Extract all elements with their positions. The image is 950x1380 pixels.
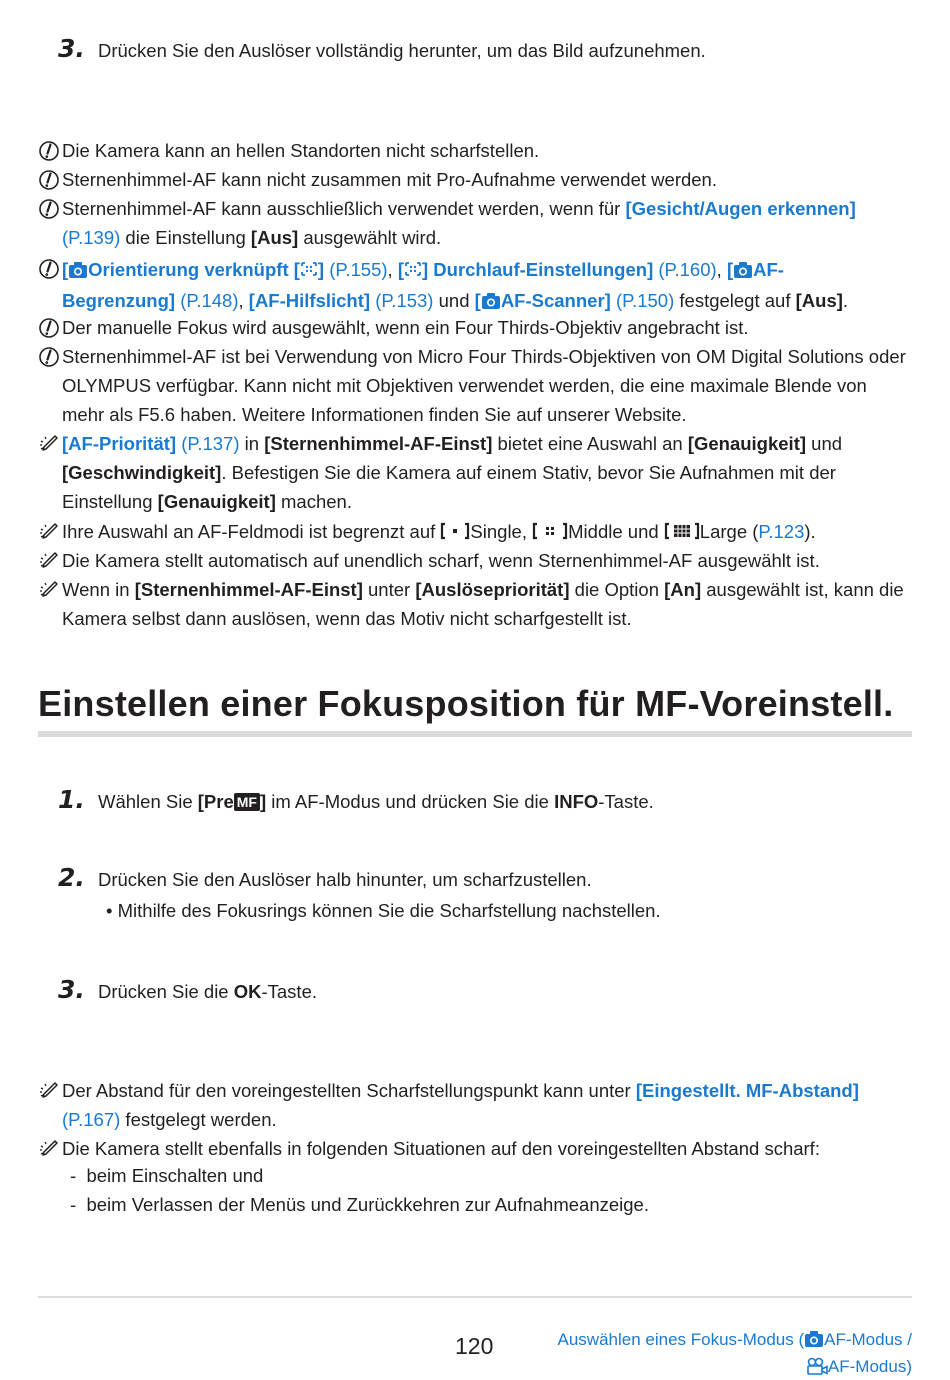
camera-icon	[804, 1330, 824, 1348]
tip-text: Die Kamera stellt ebenfalls in folgenden Situationen auf den voreingestellten Abstand scharf:	[62, 1138, 820, 1159]
text: ).	[804, 521, 816, 542]
tip-pencil-icon	[38, 1138, 60, 1160]
text: die Einstellung	[120, 227, 251, 248]
tip-pencil-icon	[38, 579, 60, 601]
text: AF-	[753, 259, 784, 280]
tip-text	[38, 1076, 913, 1134]
step-3	[58, 975, 317, 1004]
camera-icon	[733, 261, 753, 279]
text: [	[397, 259, 404, 280]
button-name: INFO	[554, 791, 599, 812]
text: Auswählen eines Fokus-Modus (	[557, 1330, 805, 1349]
tip-pencil-icon	[38, 1080, 60, 1102]
tip-note	[38, 546, 913, 575]
section-heading: Einstellen einer Fokusposition für MF-Voreinstell.	[38, 683, 894, 724]
text: festgelegt auf	[674, 290, 796, 311]
page-ref-link[interactable]: (P.167)	[62, 1109, 121, 1130]
page-ref-link[interactable]: P.123	[758, 521, 805, 542]
caution-icon	[38, 169, 60, 191]
tip-text	[38, 517, 913, 546]
tip-note	[38, 517, 913, 546]
option-name: [An]	[664, 579, 702, 600]
af-illuminator-link[interactable]: [AF-Hilfslicht]	[248, 290, 371, 311]
option-name: [Genauigkeit]	[157, 491, 276, 512]
step-text	[98, 791, 654, 813]
note-text: Sternenhimmel-AF kann nicht zusammen mit Pro-Aufnahme verwendet werden.	[62, 169, 717, 190]
tip-note	[38, 1134, 913, 1163]
text: und	[806, 433, 843, 454]
mf-distance-link[interactable]: [Eingestellt. MF-Abstand]	[635, 1080, 859, 1101]
button-name: OK	[233, 981, 262, 1002]
text: ] Durchlauf-Einstellungen]	[421, 259, 654, 280]
dash-item: - beim Einschalten und	[70, 1165, 264, 1186]
step-2	[58, 863, 592, 892]
page-ref-link[interactable]: (P.153)	[375, 290, 434, 311]
note-text: Die Kamera kann an hellen Standorten nicht scharfstellen.	[62, 140, 540, 161]
text: ausgewählt wird.	[298, 227, 442, 248]
step-text: Drücken Sie den Auslöser halb hinunter, um scharfzustellen.	[98, 869, 592, 890]
af-middle-icon	[532, 522, 568, 540]
orientation-link[interactable]	[62, 259, 324, 280]
text: Middle und	[568, 521, 664, 542]
tip-text	[38, 575, 913, 633]
movie-camera-icon	[806, 1357, 828, 1375]
step-text	[98, 981, 317, 1003]
text: Ihre Auswahl an AF-Feldmodi ist begrenzt auf	[62, 521, 441, 542]
note-text: Der manuelle Fokus wird ausgewählt, wenn ein Four Thirds-Objektiv angebracht ist.	[62, 317, 749, 338]
text: unter	[362, 579, 416, 600]
page-ref-link[interactable]: (P.137)	[181, 433, 240, 454]
af-points-icon	[300, 261, 318, 277]
note-text: [ Orientierung verknüpft [ ] (P.155), [ ] Durchlauf-Einstellungen] (P.160), [ AF- Begrenzung] (P.148), [AF-Hilfslicht] (P.153) und [ AF-Scanner] (P.150) festgelegt auf [Aus].	[62, 259, 849, 311]
af-scanner-link[interactable]	[475, 290, 611, 311]
page-number: 120	[455, 1333, 494, 1359]
text: . Befestigen Sie die Kamera auf einem Stativ, bevor Sie Aufnahmen mit der Einstellung	[62, 462, 836, 512]
caution-icon	[38, 140, 60, 162]
option-name: [Pre	[197, 791, 234, 812]
page-ref-link[interactable]: (P.150)	[615, 290, 675, 311]
text: Single,	[470, 521, 533, 542]
value-text: [Aus]	[250, 227, 299, 248]
text: und	[433, 290, 475, 311]
text: die Option	[569, 579, 665, 600]
face-eye-link[interactable]: [Gesicht/Augen erkennen]	[625, 198, 856, 219]
caution-icon	[38, 198, 60, 220]
caution-note	[38, 342, 913, 429]
bullet-text: Mithilfe des Fokusrings können Sie die Scharfstellung nachstellen.	[117, 900, 661, 921]
step-number: 3.	[58, 975, 85, 1004]
text: AF-Modus /	[824, 1330, 912, 1349]
loop-settings-link[interactable]	[398, 259, 653, 280]
caution-icon	[38, 346, 60, 368]
text: ]	[317, 259, 325, 280]
caution-icon	[38, 317, 60, 339]
value-text: [Aus]	[795, 290, 843, 311]
text: in	[239, 433, 265, 454]
text: ausgewählt ist, kann die Kamera selbst dann auslösen, wenn das Motiv nicht scharfgestellt ist.	[62, 579, 904, 629]
bullet-item: • Mithilfe des Fokusrings können Sie die Scharfstellung nachstellen.	[106, 900, 661, 921]
step-3-top	[58, 34, 706, 63]
dash-text: beim Einschalten und	[86, 1165, 264, 1186]
page-ref-link[interactable]: (P.160)	[658, 259, 717, 280]
caution-note	[38, 313, 913, 342]
camera-icon	[481, 292, 501, 310]
text: Der Abstand für den voreingestellten Scharfstellungspunkt kann unter	[62, 1080, 636, 1101]
text: Begrenzung]	[62, 290, 176, 311]
text: im AF-Modus und drücken Sie die	[266, 791, 555, 812]
tip-pencil-icon	[38, 550, 60, 572]
text: Large (	[699, 521, 759, 542]
tip-pencil-icon	[38, 521, 60, 543]
text: bietet eine Auswahl an	[492, 433, 688, 454]
af-large-icon	[664, 522, 700, 540]
tip-pencil-icon	[38, 433, 60, 455]
option-name: [Genauigkeit]	[687, 433, 807, 454]
text: Drücken Sie die	[98, 981, 234, 1002]
page-ref-link[interactable]: (P.155)	[329, 259, 388, 280]
af-priority-link[interactable]: [AF-Priorität]	[62, 433, 177, 454]
step-number: 2.	[58, 863, 85, 892]
af-single-icon	[440, 522, 470, 540]
camera-icon	[68, 261, 88, 279]
text: Wenn in	[62, 579, 135, 600]
option-name: [Geschwindigkeit]	[62, 462, 222, 483]
text: [	[726, 259, 734, 280]
page-ref-link[interactable]: (P.139)	[62, 227, 121, 248]
menu-name: [Auslösepriorität]	[415, 579, 570, 600]
page-ref-link[interactable]: (P.148)	[180, 290, 239, 311]
heading-underline	[38, 731, 912, 737]
tip-note	[38, 429, 913, 516]
step-text: Drücken Sie den Auslöser vollständig herunter, um das Bild aufzunehmen.	[98, 40, 706, 61]
dash-item: - beim Verlassen der Menüs und Zurückkehren zur Aufnahmeanzeige.	[70, 1194, 649, 1215]
af-points-icon	[404, 261, 422, 277]
step-number: 1.	[58, 785, 85, 814]
tip-note	[38, 1076, 913, 1134]
text: Wählen Sie	[98, 791, 198, 812]
mf-icon: MF	[234, 793, 260, 811]
tip-note	[38, 575, 913, 633]
dash-text: beim Verlassen der Menüs und Zurückkehren zur Aufnahmeanzeige.	[86, 1194, 649, 1215]
text: festgelegt werden.	[120, 1109, 277, 1130]
tip-text: Die Kamera stellt automatisch auf unendlich scharf, wenn Sternenhimmel-AF ausgewählt ist.	[62, 550, 820, 571]
tip-text	[38, 429, 913, 516]
footer-chapter-link[interactable]	[558, 1326, 912, 1380]
step-1	[58, 785, 654, 814]
note-text: Sternenhimmel-AF ist bei Verwendung von Micro Four Thirds-Objektiven von OM Digital Solutions oder OLYMPUS verfügbar. Kann nicht mit Objektiven verwendet werden, die eine maximale Blende von mehr als F5.6 haben. Weitere Informationen finden Sie auf unserer Website.	[62, 346, 906, 425]
text: [	[474, 290, 481, 311]
text: [	[62, 259, 69, 280]
note-text	[38, 194, 913, 252]
caution-icon	[38, 258, 60, 280]
footer-rule	[38, 1296, 912, 1298]
caution-note	[38, 136, 913, 165]
caution-note	[38, 194, 913, 252]
text: AF-Modus)	[827, 1357, 912, 1376]
text: machen.	[275, 491, 352, 512]
text: -Taste.	[598, 791, 654, 812]
step-number: 3.	[58, 34, 85, 63]
caution-note	[38, 165, 913, 194]
caution-note	[38, 254, 913, 316]
text: AF-Scanner]	[500, 290, 611, 311]
menu-name: [Sternenhimmel-AF-Einst]	[134, 579, 363, 600]
text: Sternenhimmel-AF kann ausschließlich verwendet werden, wenn für	[62, 198, 626, 219]
text: -Taste.	[261, 981, 318, 1002]
menu-name: [Sternenhimmel-AF-Einst]	[264, 433, 493, 454]
text: ]	[259, 791, 267, 812]
text: Orientierung verknüpft [	[88, 259, 300, 280]
